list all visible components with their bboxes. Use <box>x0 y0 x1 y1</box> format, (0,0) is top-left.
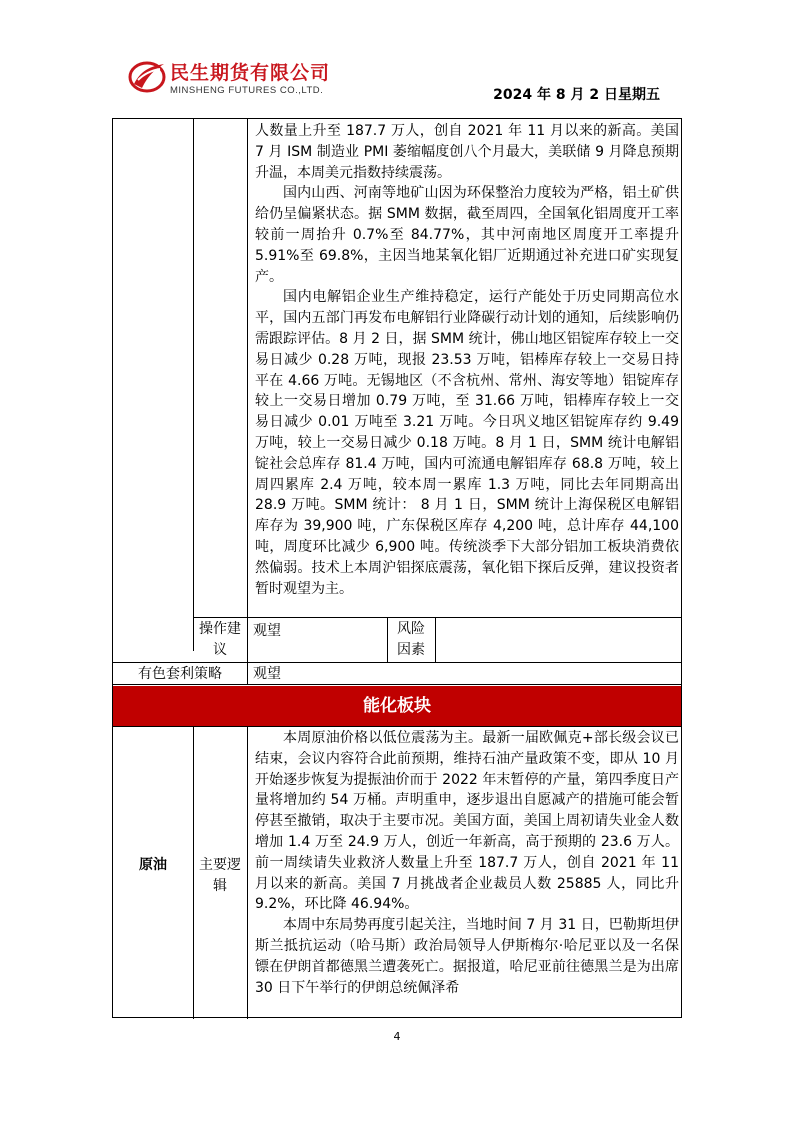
company-logo <box>128 58 368 102</box>
energy-chemical-section-header: 能化板块 <box>113 686 681 726</box>
main-logic-label: 主要逻辑 <box>199 857 241 894</box>
col-divider <box>387 617 388 662</box>
col-divider <box>193 119 194 651</box>
page-number: 4 <box>393 1030 401 1043</box>
report-date: 2024 年 8 月 2 日星期五 <box>493 87 660 103</box>
row-divider <box>113 726 681 727</box>
minsheng-logo-icon <box>128 58 166 94</box>
crude-paragraph: 本周原油价格以低位震荡为主。最新一届欧佩克+部长级会议已结束，会议内容符合此前预期，维持石油产量政策不变，即从 10 月开始逐步恢复为提振油价而于 2022 年末暂停的产量，第四季度日产量将增加约 54 万桶。声明重申，逐步退出自愿减产的措施可能会暂停甚至撤销，取决于主要市况。美国方面，美国上周初请失业金人数增加 1.4 万至 24.9 万人，创近一年新高，高于预期的 23.6 万人。前一周续请失业救济人数量上升至 187.7 万人，创自 2021 年 11 月以来的新高。美国 7 月挑战者企业裁员人数 25885 人，同比升 9.2%，环比降 46.94%。 <box>255 730 679 913</box>
company-name-cn: 民生期货有限公司 <box>170 62 331 84</box>
aluminum-paragraph: 人数量上升至 187.7 万人，创自 2021 年 11 月以来的新高。美国 7 月 ISM 制造业 PMI 萎缩幅度创八个月最大，美联储 9 月降息预期升温，本周美元指数持续震荡。 <box>255 123 679 181</box>
col-divider <box>247 727 248 1019</box>
arbitrage-strategy-value: 观望 <box>253 666 281 682</box>
page-header <box>0 0 794 112</box>
risk-factor-label: 风险因素 <box>397 621 425 658</box>
operation-advice-label: 操作建议 <box>199 621 241 658</box>
report-table <box>112 118 682 1018</box>
col-divider <box>435 617 436 662</box>
col-divider <box>193 727 194 1019</box>
arbitrage-strategy-label: 有色套利策略 <box>138 666 222 682</box>
row-divider <box>193 617 681 618</box>
col-divider <box>247 119 248 684</box>
crude-paragraph: 本周中东局势再度引起关注，当地时间 7 月 31 日，巴勒斯坦伊斯兰抵抗运动（哈马斯）政治局领导人伊斯梅尔·哈尼亚以及一名保镖在伊朗首都德黑兰遭袭死亡。据报道，哈尼亚前往德黑兰是为出席 30 日下午举行的伊朗总统佩泽希 <box>255 917 679 996</box>
company-name-en: MINSHENG FUTURES CO.,LTD. <box>170 85 324 96</box>
row-divider <box>113 662 681 663</box>
commodity-label-crude: 原油 <box>139 857 167 873</box>
operation-advice-value: 观望 <box>253 623 281 639</box>
aluminum-paragraph: 国内电解铝企业生产维持稳定，运行产能处于历史同期高位水平，国内五部门再发布电解铝行业降碳行动计划的通知，后续影响仍需跟踪评估。8 月 2 日，据 SMM 统计，佛山地区铝锭库存较上一交易日减少 0.28 万吨，现报 23.53 万吨，铝棒库存较上一交易日持平在 4.66 万吨。无锡地区（不含杭州、常州、海安等地）铝锭库存较上一交易日增加 0.79 万吨，至 31.66 万吨，铝棒库存较上一交易日减少 0.01 万吨至 3.21 万吨。今日巩义地区铝锭库存约 9.49 万吨，较上一交易日减少 0.18 万吨。8 月 1 日，SMM 统计电解铝锭社会总库存 81.4 万吨，国内可流通电解铝库存 68.8 万吨，较上周四累库 2.4 万吨，较本周一累库 1.3 万吨，同比去年同期高出 28.9 万吨。SMM 统计： 8 月 1 日，SMM 统计上海保税区电解铝库存为 39,900 吨，广东保税区库存 4,200 吨，总计库存 44,100 吨，周度环比减少 6,900 吨。传统淡季下大部分铝加工板块消费依然偏弱。技术上本周沪铝探底震荡，氧化铝下探后反弹，建议投资者暂时观望为主。 <box>255 289 679 597</box>
crude-logic-text <box>255 728 679 998</box>
aluminum-logic-text <box>255 121 679 599</box>
aluminum-paragraph: 国内山西、河南等地矿山因为环保整治力度较为严格，铝土矿供给仍呈偏紧状态。据 SMM 数据，截至周四，全国氧化铝周度开工率较前一周抬升 0.7%至 84.77%，其中河南地区周度开工率提升 5.91%至 69.8%，主因当地某氧化铝厂近期通过补充进口矿实现复产。 <box>255 185 679 285</box>
